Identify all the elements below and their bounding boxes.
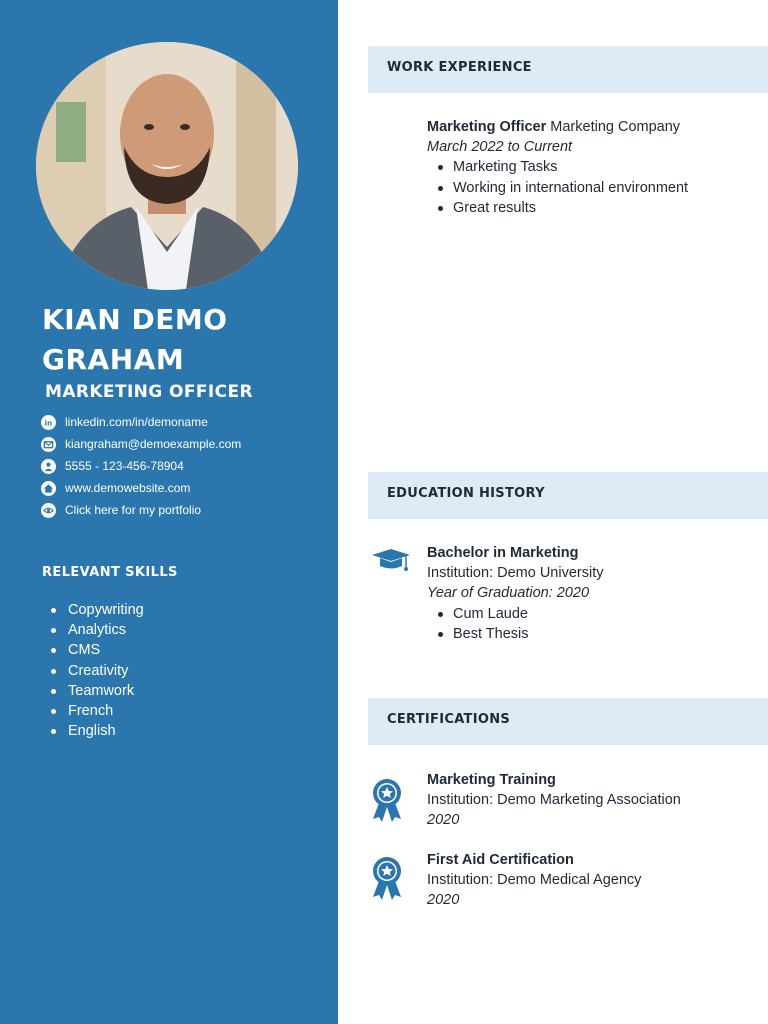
sidebar — [0, 0, 338, 1024]
certification-name: First Aid Certification — [427, 852, 574, 868]
work-bullet: Working in international environment — [435, 178, 757, 198]
certification-institution: Institution: Demo Marketing Association — [427, 792, 681, 809]
email-icon — [41, 437, 56, 452]
contact-linkedin[interactable] — [41, 411, 331, 433]
award-ribbon-icon — [370, 855, 404, 901]
work-entry — [427, 117, 757, 218]
skill-item: French — [50, 701, 144, 721]
skill-item: CMS — [50, 640, 144, 660]
eye-icon — [41, 503, 56, 518]
phone-icon — [41, 459, 56, 474]
education-title: EDUCATION HISTORY — [387, 486, 545, 501]
certifications-header — [368, 698, 768, 745]
certifications-title: CERTIFICATIONS — [387, 712, 511, 727]
profile-photo — [36, 42, 298, 290]
certification-year-text: 2020 — [427, 812, 460, 829]
certification-entry — [427, 850, 757, 911]
work-bullet: Great results — [435, 198, 757, 218]
skill-item: English — [50, 721, 144, 741]
certification-year — [427, 810, 757, 830]
contact-text: kiangraham@demoexample.com — [65, 437, 242, 451]
certification-name: Marketing Training — [427, 772, 556, 788]
skills-list — [50, 600, 144, 741]
home-icon — [41, 481, 56, 496]
contact-phone[interactable] — [41, 455, 331, 477]
profile-name: KIAN DEMO GRAHAM — [42, 303, 228, 376]
work-bullet: Marketing Tasks — [435, 157, 757, 177]
work-heading — [427, 117, 757, 137]
skill-item: Analytics — [50, 620, 144, 640]
work-experience-header — [368, 46, 768, 93]
contact-text: www.demowebsite.com — [65, 481, 191, 495]
graduation-cap-icon — [371, 548, 411, 574]
certification-entry — [427, 770, 757, 831]
education-year-text: Year of Graduation: 2020 — [427, 585, 590, 602]
work-experience-title: WORK EXPERIENCE — [387, 60, 532, 75]
education-degree: Bachelor in Marketing — [427, 545, 579, 561]
certification-institution: Institution: Demo Medical Agency — [427, 872, 642, 889]
certification-year — [427, 890, 757, 910]
contact-email[interactable] — [41, 433, 331, 455]
contact-text: Click here for my portfolio — [65, 503, 202, 517]
education-bullet: Best Thesis — [435, 624, 757, 644]
work-bullets — [435, 157, 757, 218]
education-entry — [427, 543, 757, 644]
work-period-text: March 2022 to Current — [427, 139, 573, 156]
svg-text:in: in — [44, 418, 53, 428]
skill-item: Creativity — [50, 661, 144, 681]
contact-text: linkedin.com/in/demoname — [65, 415, 208, 429]
contact-list — [41, 411, 331, 521]
contact-portfolio[interactable] — [41, 499, 331, 521]
linkedin-icon — [41, 415, 56, 430]
work-position: Marketing Officer — [427, 119, 547, 135]
education-bullet: Cum Laude — [435, 604, 757, 624]
education-year — [427, 583, 757, 603]
skill-item: Teamwork — [50, 681, 144, 701]
profile-role: MARKETING OFFICER — [45, 382, 253, 402]
skills-title: RELEVANT SKILLS — [42, 565, 178, 580]
education-header — [368, 472, 768, 519]
skill-item: Copywriting — [50, 600, 144, 620]
education-institution: Institution: Demo University — [427, 565, 604, 582]
contact-text: 5555 - 123-456-78904 — [65, 459, 184, 473]
work-company: Marketing Company — [550, 119, 681, 135]
work-period — [427, 137, 757, 157]
education-bullets — [435, 604, 757, 644]
certification-year-text: 2020 — [427, 892, 460, 909]
award-ribbon-icon — [370, 777, 404, 823]
contact-website[interactable] — [41, 477, 331, 499]
